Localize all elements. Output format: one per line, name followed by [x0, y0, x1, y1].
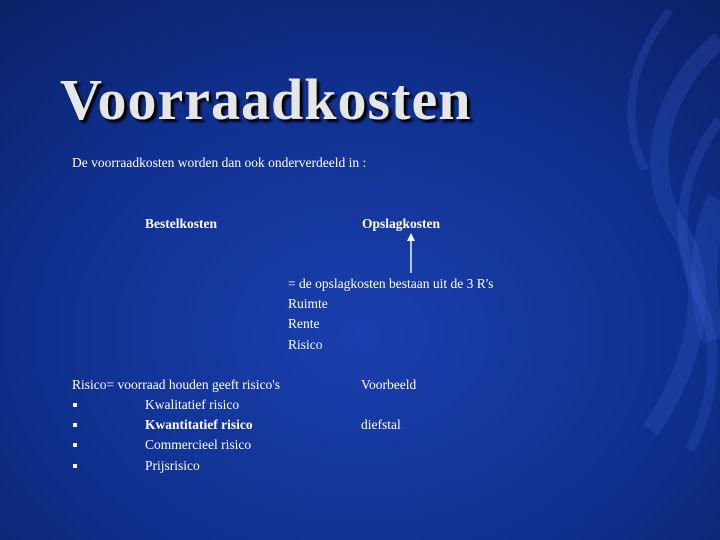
- arrow-up-icon: [406, 233, 416, 273]
- storage-item-risico: Risico: [288, 337, 323, 352]
- opslagkosten-label: Opslagkosten: [362, 216, 441, 231]
- storage-item-ruimte: Ruimte: [288, 296, 328, 311]
- risk-item-prijs: Prijsrisico: [145, 458, 200, 473]
- square-bullet-icon: [73, 464, 77, 468]
- square-bullet-icon: [73, 423, 77, 427]
- storage-intro: = de opslagkosten bestaan uit de 3 R's: [288, 276, 494, 291]
- risk-heading: Risico= voorraad houden geeft risico's: [72, 377, 280, 392]
- square-bullet-icon: [73, 403, 77, 407]
- risk-item-commercieel: Commercieel risico: [145, 437, 252, 452]
- slide-title: Voorraadkosten: [60, 67, 472, 132]
- bestelkosten-label: Bestelkosten: [145, 216, 217, 231]
- square-bullet-icon: [73, 443, 77, 447]
- risk-item-kwalitatief: Kwalitatief risico: [145, 397, 240, 412]
- risk-item-kwantitatief: Kwantitatief risico: [145, 417, 253, 432]
- decorative-swirl: [550, 0, 720, 540]
- intro-text: De voorraadkosten worden dan ook onderverdeeld in :: [72, 155, 367, 170]
- example-value: diefstal: [361, 417, 401, 432]
- example-label: Voorbeeld: [361, 377, 417, 392]
- storage-item-rente: Rente: [288, 316, 320, 331]
